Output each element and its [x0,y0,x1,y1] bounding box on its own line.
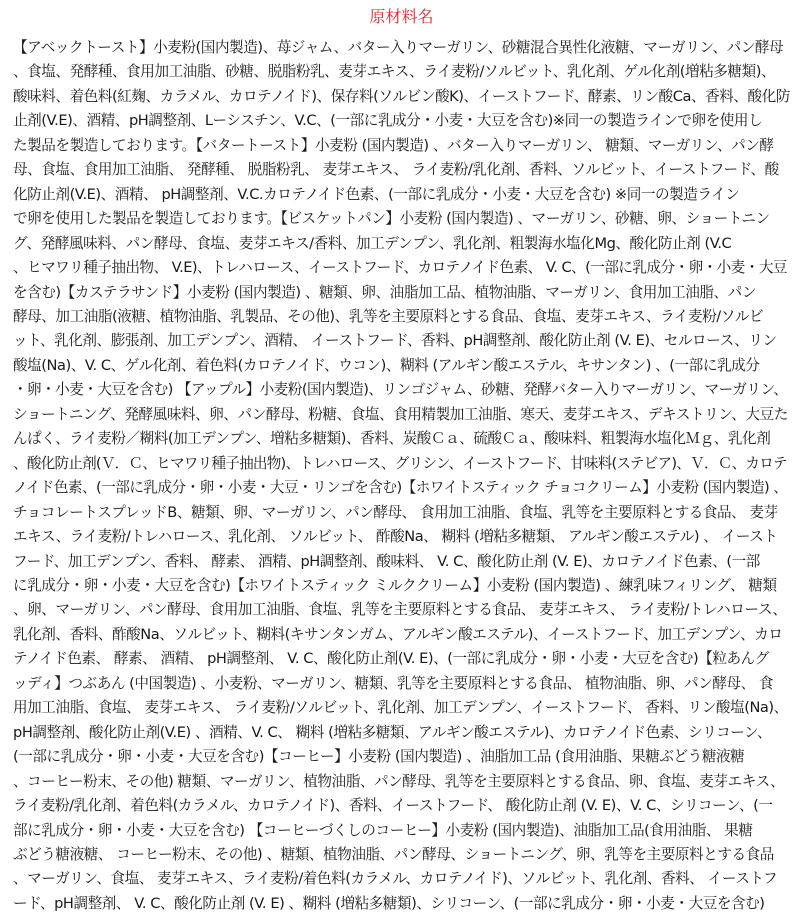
ingredients-line: ぶどう糖液糖、 コーヒー粉末、その他) 、糖類、植物油脂、パン酵母、ショートニング、卵、乳等を主要原料とする食品 [13,845,774,863]
ingredients-line: 、酸化防止剤(Ｖ．Ｃ、ヒマワリ種子抽出物)、トレハロース、グリシン、イーストフード、甘味料(ステビア)、Ｖ．Ｃ、カロテ [13,454,787,472]
ingredients-line: 、ヒマワリ種子抽出物、 V.E)、トレハロース、イーストフード、カロテノイド色素、 V. C、(一部に乳成分・卵・小麦・大豆 [13,259,787,277]
ingredients-line: チョコレートスプレッドB、糖類、卵、マーガリン、パン酵母、 食用加工油脂、食塩、乳等を主要原料とする食品、 麦芽 [13,503,778,521]
ingredients-line: 化防止剤(V.E)、酒精、 pH調整剤、V.C.カロテノイド色素、(一部に乳成分・小麦・大豆を含む) ※同一の製造ライン [13,185,740,203]
ingredients-line: ット、乳化剤、膨張剤、加工デンプン、酒精、 イーストフード、香料、pH調整剤、酸化防止剤 (V. E)、セルロース、リン [13,332,777,350]
ingredients-line: (一部に乳成分・卵・小麦・大豆を含む)【コーヒー】小麦粉 (国内製造) 、油脂加工品 (食用油脂、果糖ぶどう糖液糖 [13,748,745,766]
ingredients-line: た製品を製造しております。【バタートースト】小麦粉 (国内製造) 、バター入りマーガリン、 糖類、マーガリン、パン酵 [13,136,774,154]
ingredients-line: ライ麦粉/乳化剤、着色料(カラメル、カロテノイド)、香料、イーストフード、 酸化防止剤 (V. E)、V. C、シリコーン、(一 [13,797,773,815]
ingredients-line: んぱく、ライ麦粉／糊料(加工デンプン、増粘多糖類)、香料、炭酸Ｃａ、硫酸Ｃａ、酸味料、粗製海水塩化Ｍｇ、乳化剤 [13,430,771,448]
ingredients-line: フード、加工デンプン、香料、 酵素、 酒精、pH調整剤、酸味料、 V. C、酸化防止剤 (V. E)、カロテノイド色素、(一部 [13,552,760,570]
ingredients-line: ード、pH調整剤、 V. C、酸化防止剤 (V. E) 、糊料 (増粘多糖類)、シリコーン、(一部に乳成分・卵・小麦・大豆を含む) [13,894,765,912]
ingredients-line: 母、食塩、食用加工油脂、 発酵種、 脱脂粉乳、 麦芽エキス、 ライ麦粉/乳化剤、香料、ソルビット、イーストフード、酸 [13,161,779,179]
ingredients-line: グ、発酵風味料、パン酵母、食塩、麦芽エキス/香料、加工デンプン、乳化剤、粗製海水塩化Mg、酸化防止剤 (V.C [13,234,732,252]
ingredients-line: テノイド色素、 酵素、 酒精、 pH調整剤、 V. C、酸化防止剤(V. E)、(一部に乳成分・卵・小麦・大豆を含む)【粒あんグ [13,650,769,668]
ingredients-text [13,36,790,916]
ingredients-line: 止剤(V.E)、酒精、pH調整剤、Lーシスチン、V.C、(一部に乳成分・小麦・大豆を含む)※同一の製造ラインで卵を使用し [13,112,763,130]
ingredients-line: 用加工油脂、食塩、 麦芽エキス、 ライ麦粉/ソルビット、乳化剤、加工デンプン、イーストフード、 香料、リン酸塩(Na)、 [13,699,788,717]
ingredients-line: ・卵・小麦・大豆を含む) 【アップル】小麦粉(国内製造)、リンゴジャム、砂糖、発酵バター入りマーガリン、マーガリン、 [13,381,788,399]
ingredients-line: 、コーヒー粉末、その他) 糖類、マーガリン、植物油脂、パン酵母、乳等を主要原料とする食品、卵、食塩、麦芽エキス、 [13,772,785,790]
ingredients-line: 部に乳成分・卵・小麦・大豆を含む) 【コーヒーづくしのコーヒー】小麦粉 (国内製造)、油脂加工品(食用油脂、 果糖 [13,821,753,839]
ingredients-line: 、マーガリン、食塩、 麦芽エキス、ライ麦粉/着色料(カラメル、カロテノイド)、ソルビット、乳化剤、香料、 イーストフ [13,870,778,888]
ingredients-line: 乳化剤、香料、酢酸Na、ソルビット、糊料(キサンタンガム、アルギン酸エステル)、イーストフード、加工デンプン、カロ [13,625,783,643]
ingredients-line: エキス、ライ麦粉/トレハロース、乳化剤、 ソルビット、 酢酸Na、 糊料 (増粘多糖類、 アルギン酸エステル) 、 イースト [13,528,778,546]
ingredients-line: ッディ】つぶあん (中国製造) 、小麦粉、マーガリン、糖類、乳等を主要原料とする食品、 植物油脂、卵、パン酵母、 食 [13,674,774,692]
ingredients-line: 酵母、加工油脂(液糖、植物油脂、乳製品、その他)、乳等を主要原料とする食品、食塩、麦芽エキス、ライ麦粉/ソルビ [13,307,764,325]
ingredients-line: で卵を使用した製品を製造しております。【ビスケットパン】小麦粉 (国内製造) 、マーガリン、砂糖、卵、ショートニン [13,210,770,228]
page-title: 原材料名 [369,7,434,26]
ingredients-line: pH調整剤、酸化防止剤(V.E) 、酒精、V. C、 糊料 (増粘多糖類、アルギン酸エステル)、カロテノイド色素、シリコーン、 [13,723,772,741]
ingredients-line: ノイド色素、(一部に乳成分・卵・小麦・大豆・リンゴを含む)【ホワイトスティック チョコクリーム】小麦粉 (国内製造) 、 [13,479,788,497]
ingredients-line: 、卵、マーガリン、パン酵母、食用加工油脂、食塩、乳等を主要原料とする食品、 麦芽エキス、 ライ麦粉/トレハロース、 [13,601,787,619]
ingredients-line: に乳成分・卵・小麦・大豆を含む)【ホワイトスティック ミルククリーム】小麦粉 (国内製造) 、練乳味フィリング、 糖類 [13,576,777,594]
ingredients-line: 【アベックトースト】小麦粉(国内製造)、苺ジャム、バター入りマーガリン、砂糖混合異性化液糖、マーガリン、パン酵母 [13,39,784,56]
ingredients-line: 酸塩(Na)、V. C、ゲル化剤、着色料(カロテノイド、ウコン)、糊料 (アルギン酸エステル、キサンタン) 、(一部に乳成分 [13,356,760,374]
ingredients-line: 酸味料、着色料(紅麹、カラメル、カロテノイド)、保存料(ソルビン酸K)、イーストフード、酵素、リン酸Ca、香料、酸化防 [13,87,790,105]
ingredients-line: 、食塩、発酵種、食用加工油脂、砂糖、脱脂粉乳、麦芽エキス、ライ麦粉/ソルビット、乳化剤、ゲル化剤(増粘多糖類)、 [13,63,776,81]
ingredients-line: を含む)【カステラサンド】小麦粉 (国内製造) 、糖類、卵、油脂加工品、植物油脂、マーガリン、食用加工油脂、パン [13,283,756,301]
ingredients-line: ショートニング、発酵風味料、卵、パン酵母、粉糖、食塩、食用精製加工油脂、寒天、麦芽エキス、デキストリン、大豆た [13,405,788,423]
